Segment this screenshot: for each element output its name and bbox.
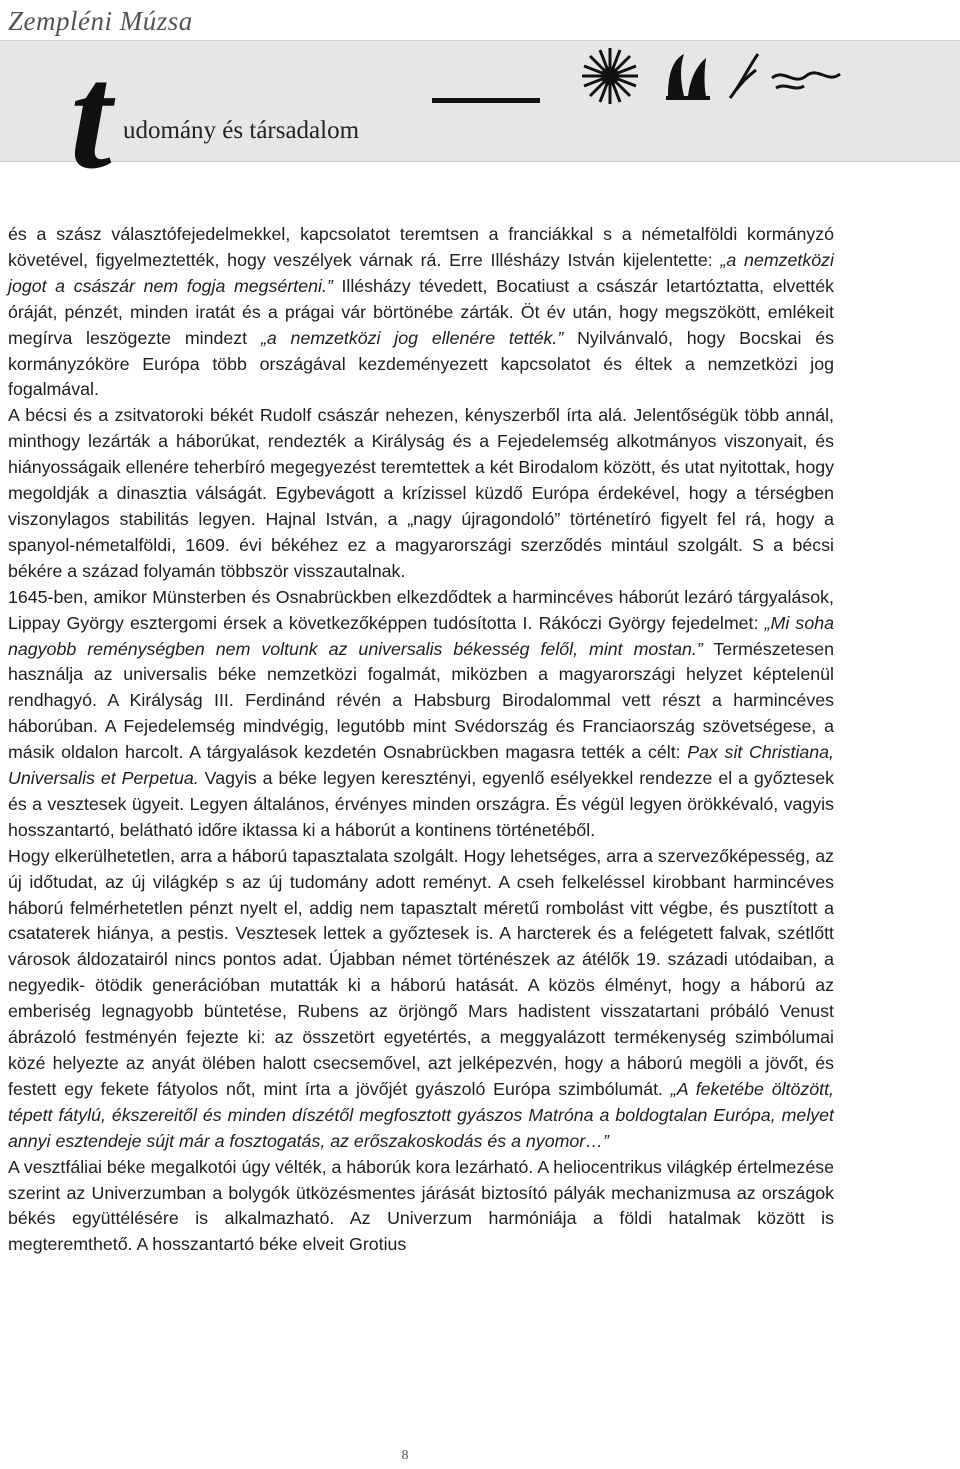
paragraph-text: 1645-ben, amikor Münsterben és Osnabrückben elkezdődtek a harmincéves háborút lezáró tárgyalások, Lippay György esztergomi érsek a következőképpen tudósította I. Rákóczi György fejedelmet: bbox=[8, 586, 834, 633]
publication-title-second: Múzsa bbox=[119, 6, 193, 36]
quoted-text: „a nemzetközi jogot a császár nem fogja megsérteni.” bbox=[8, 249, 834, 296]
initial-decorative-bar bbox=[432, 98, 540, 103]
paragraph-text: Természetesen használja az universalis béke nemzetközi fogalmát, miközben a magyarországi helyzet képtelenül rendhagyó. A Királyság III. Ferdinánd révén a Habsburg Birodalommal vett részt a harmincéves háborúban. A Fejedelemség mindvégig, legutóbb mint Svédország és Franciaország szövetségese, a másik oldalon harcolt. A tárgyalások kezdetén Osnabrückben magasra tették a célt: bbox=[8, 638, 834, 763]
article-paragraph bbox=[8, 222, 834, 403]
quoted-text: Pax sit Christiana, Universalis et Perpetua. bbox=[8, 742, 834, 789]
section-title: udomány és társadalom bbox=[123, 117, 360, 144]
publication-title bbox=[8, 6, 193, 37]
paragraph-text: A bécsi és a zsitvatoroki békét Rudolf császár nehezen, kényszerből írta alá. Jelentőségük több annál, minthogy lezárták a háborúkat, rendezték a Királyság és a Fejedelemség alkotmányos viszonyait, és hiányosságaik ellenére teherbíró megegyezést teremtettek a két Birodalom között, és utat nyitottak, hogy megoldják a dinasztia válságát. Egybevágott a krízissel küzdő Európa érdekével, hogy a térségben viszonylagos stabilitás legyen. Hajnal István, a „nagy újragondoló” történetíró figyelt fel rá, hogy a spanyol-németalföldi, 1609. évi békéhez ez a magyarországi szerződés mintául szolgált. S a bécsi békére a század folyamán többször visszautalnak. bbox=[8, 405, 834, 581]
quoted-text: „A feketébe öltözött, tépett fátylú, ékszereitől és minden díszétől megfosztott gyászos Matróna a boldogtalan Európa, melyet annyi esztendeje sújt már a fosztogatás, az erőszakoskodás és a nyomor…” bbox=[8, 1078, 834, 1151]
feather-icon bbox=[730, 54, 758, 98]
article-paragraph bbox=[8, 1155, 834, 1259]
paragraph-text: A vesztfáliai béke megalkotói úgy vélték, a háborúk kora lezárható. A heliocentrikus világkép értelmezése szerint az Univerzumban a bolygók ütközésmentes járását biztosító pályák mechanizmusa az országok békés együttélésére is alkalmazható. Az Univerzum harmóniája a földi hatalmak között is megteremthető. A hosszantartó béke elveit Grotius bbox=[8, 1156, 834, 1255]
sunburst-icon bbox=[582, 48, 638, 104]
article-paragraph bbox=[8, 844, 834, 1155]
section-initial-letter: t bbox=[70, 34, 112, 200]
paragraph-text: Hogy elkerülhetetlen, arra a háború tapasztalata szolgált. Hogy lehetséges, arra a szervezőképesség, az új időtudat, az új világkép s az új tudomány adott reményt. A cseh felkeléssel kirobbant harmincéves háború felmérhetetlen pénzt nyelt el, addig nem tapasztalt méretű rombolást vitt végbe, és pusztított a csataterek hiánya, a pestis. Vesztesek lettek a győztesek is. A harcterek és a felégetett falvak, szétlőtt városok áldozatairól nincs pontos adat. Újabban német történészek az átélők 19. századi utódaiban, a negyedik- ötödik generációban mutatták ki a háború hatását. A közös élményt, hogy a háború az emberiség legnagyobb büntetése, Rubens az örjöngő Mars hadistent visszatartani próbáló Venust ábrázoló festményén fejezte ki: az összetört egyetértés, a meggyalázott termékenység szimbólumai közé helyezte az anyát ölében halott csecsemővel, azt jelképezvén, hogy a háború megöli a jövőt, és festett egy fekete fátyolos nőt, mint írta a jövőjét gyászoló Európa szimbólumát. bbox=[8, 845, 834, 1099]
quoted-text: „a nemzetközi jog ellenére tették.” bbox=[260, 327, 564, 348]
article-paragraph bbox=[8, 585, 834, 844]
paragraph-text: Nyilvánvaló, hogy Bocskai és kormányzóköre Európa több országával kezdeményezett kapcsolatot és éltek a nemzetközi jog fogalmával. bbox=[8, 327, 834, 400]
page-number: 8 bbox=[401, 1448, 409, 1463]
article-body bbox=[8, 222, 834, 1258]
harp-figure-icon bbox=[666, 54, 710, 100]
publication-title-first: Zempléni bbox=[8, 6, 113, 36]
paragraph-text: Vagyis a béke legyen keresztényi, egyenlő esélyekkel rendezze el a győztesek és a vesztesek ügyeit. Legyen általános, érvényes minden országra. És végül legyen örökkévaló, vagyis hosszantartó, belátható időre iktassa ki a háborút a kontinens történetéből. bbox=[8, 768, 834, 840]
decorative-ornaments-icon bbox=[580, 46, 960, 106]
wave-flourish-icon bbox=[772, 73, 840, 88]
article-paragraph bbox=[8, 403, 834, 584]
paragraph-text: Illésházy tévedett, Bocatiust a császár letartóztatta, elvették óráját, pénzét, minden iratát és a prágai vár börtönébe zárták. Öt év után, hogy megszökött, emlékeit megírva leszögezte mindezt bbox=[8, 275, 834, 348]
quoted-text: „Mi soha nagyobb reménységben nem voltunk az universalis békesség felől, mint mostan.” bbox=[8, 612, 834, 659]
paragraph-text: és a szász választófejedelmekkel, kapcsolatot teremtsen a franciákkal s a németalföldi kormányzó követével, figyelmeztették, hogy veszélyek várnak rá. Erre Illésházy István kijelentette: bbox=[8, 224, 834, 270]
